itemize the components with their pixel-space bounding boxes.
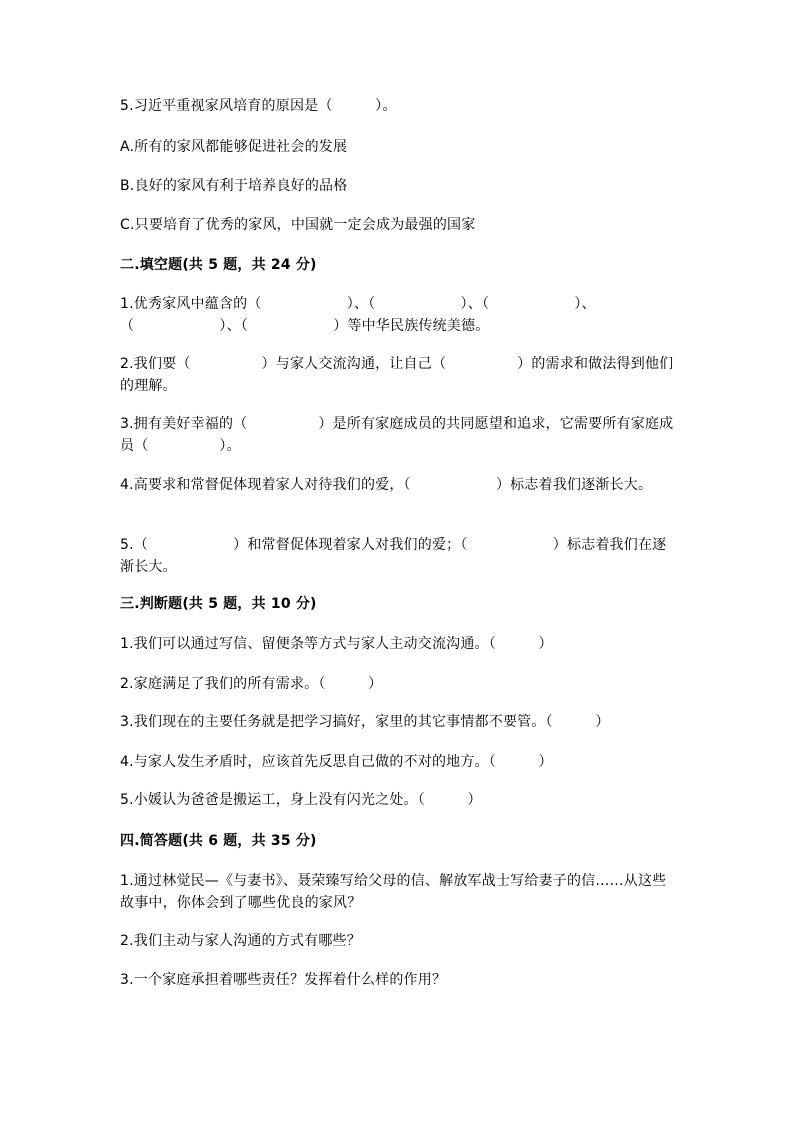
short-answer-item-2: 2.我们主动与家人沟通的方式有哪些？	[120, 933, 361, 949]
judgment-item-3: 3.我们现在的主要任务就是把学习搞好，家里的其它事情都不要管。（ ）	[120, 714, 610, 730]
section-judgment-title: 三.判断题(共 5 题，共 10 分)	[120, 596, 317, 612]
question-5-option-a: A.所有的家风都能够促进社会的发展	[120, 139, 348, 155]
judgment-item-1: 1.我们可以通过写信、留便条等方式与家人主动交流沟通。（ ）	[120, 636, 553, 652]
question-5-stem: 5.习近平重视家风培育的原因是（ ）。	[120, 98, 397, 114]
section-short-answer-title: 四.简答题(共 6 题，共 35 分)	[120, 833, 317, 849]
judgment-item-4: 4.与家人发生矛盾时，应该首先反思自己做的不对的地方。（ ）	[120, 754, 553, 770]
question-5-option-b: B.良好的家风有利于培养良好的品格	[120, 178, 348, 194]
judgment-item-2: 2.家庭满足了我们的所有需求。（ ）	[120, 676, 383, 692]
fill-blank-item-5: 5.（ ）和常督促体现着家人对我们的爱；（ ）标志着我们在逐渐长大。	[120, 537, 667, 575]
question-5-option-c: C.只要培育了优秀的家风，中国就一定会成为最强的国家	[120, 217, 476, 233]
section-fill-blank-title: 二.填空题(共 5 题，共 24 分)	[120, 257, 317, 273]
fill-blank-item-3: 3.拥有美好幸福的（ ）是所有家庭成员的共同愿望和追求，它需要所有家庭成员（ ）。	[120, 416, 674, 454]
judgment-item-5: 5.小媛认为爸爸是搬运工，身上没有闪光之处。（ ）	[120, 792, 482, 808]
short-answer-item-3: 3.一个家庭承担着哪些责任？发挥着什么样的作用？	[120, 972, 447, 988]
fill-blank-item-2: 2.我们要（ ）与家人交流沟通，让自己（ ）的需求和做法得到他们的理解。	[120, 356, 674, 394]
fill-blank-item-4: 4.高要求和常督促体现着家人对待我们的爱，（ ）标志着我们逐渐长大。	[120, 477, 653, 493]
fill-blank-item-1: 1.优秀家风中蕴含的（ ）、（ ）、（ ）、（ ）、（ ）等中华民族传统美德。	[120, 296, 596, 334]
short-answer-item-1: 1.通过林觉民—《与妻书》、聂荣臻写给父母的信、解放军战士写给妻子的信……从这些故事中，你体会到了哪些优良的家风？	[120, 873, 667, 911]
